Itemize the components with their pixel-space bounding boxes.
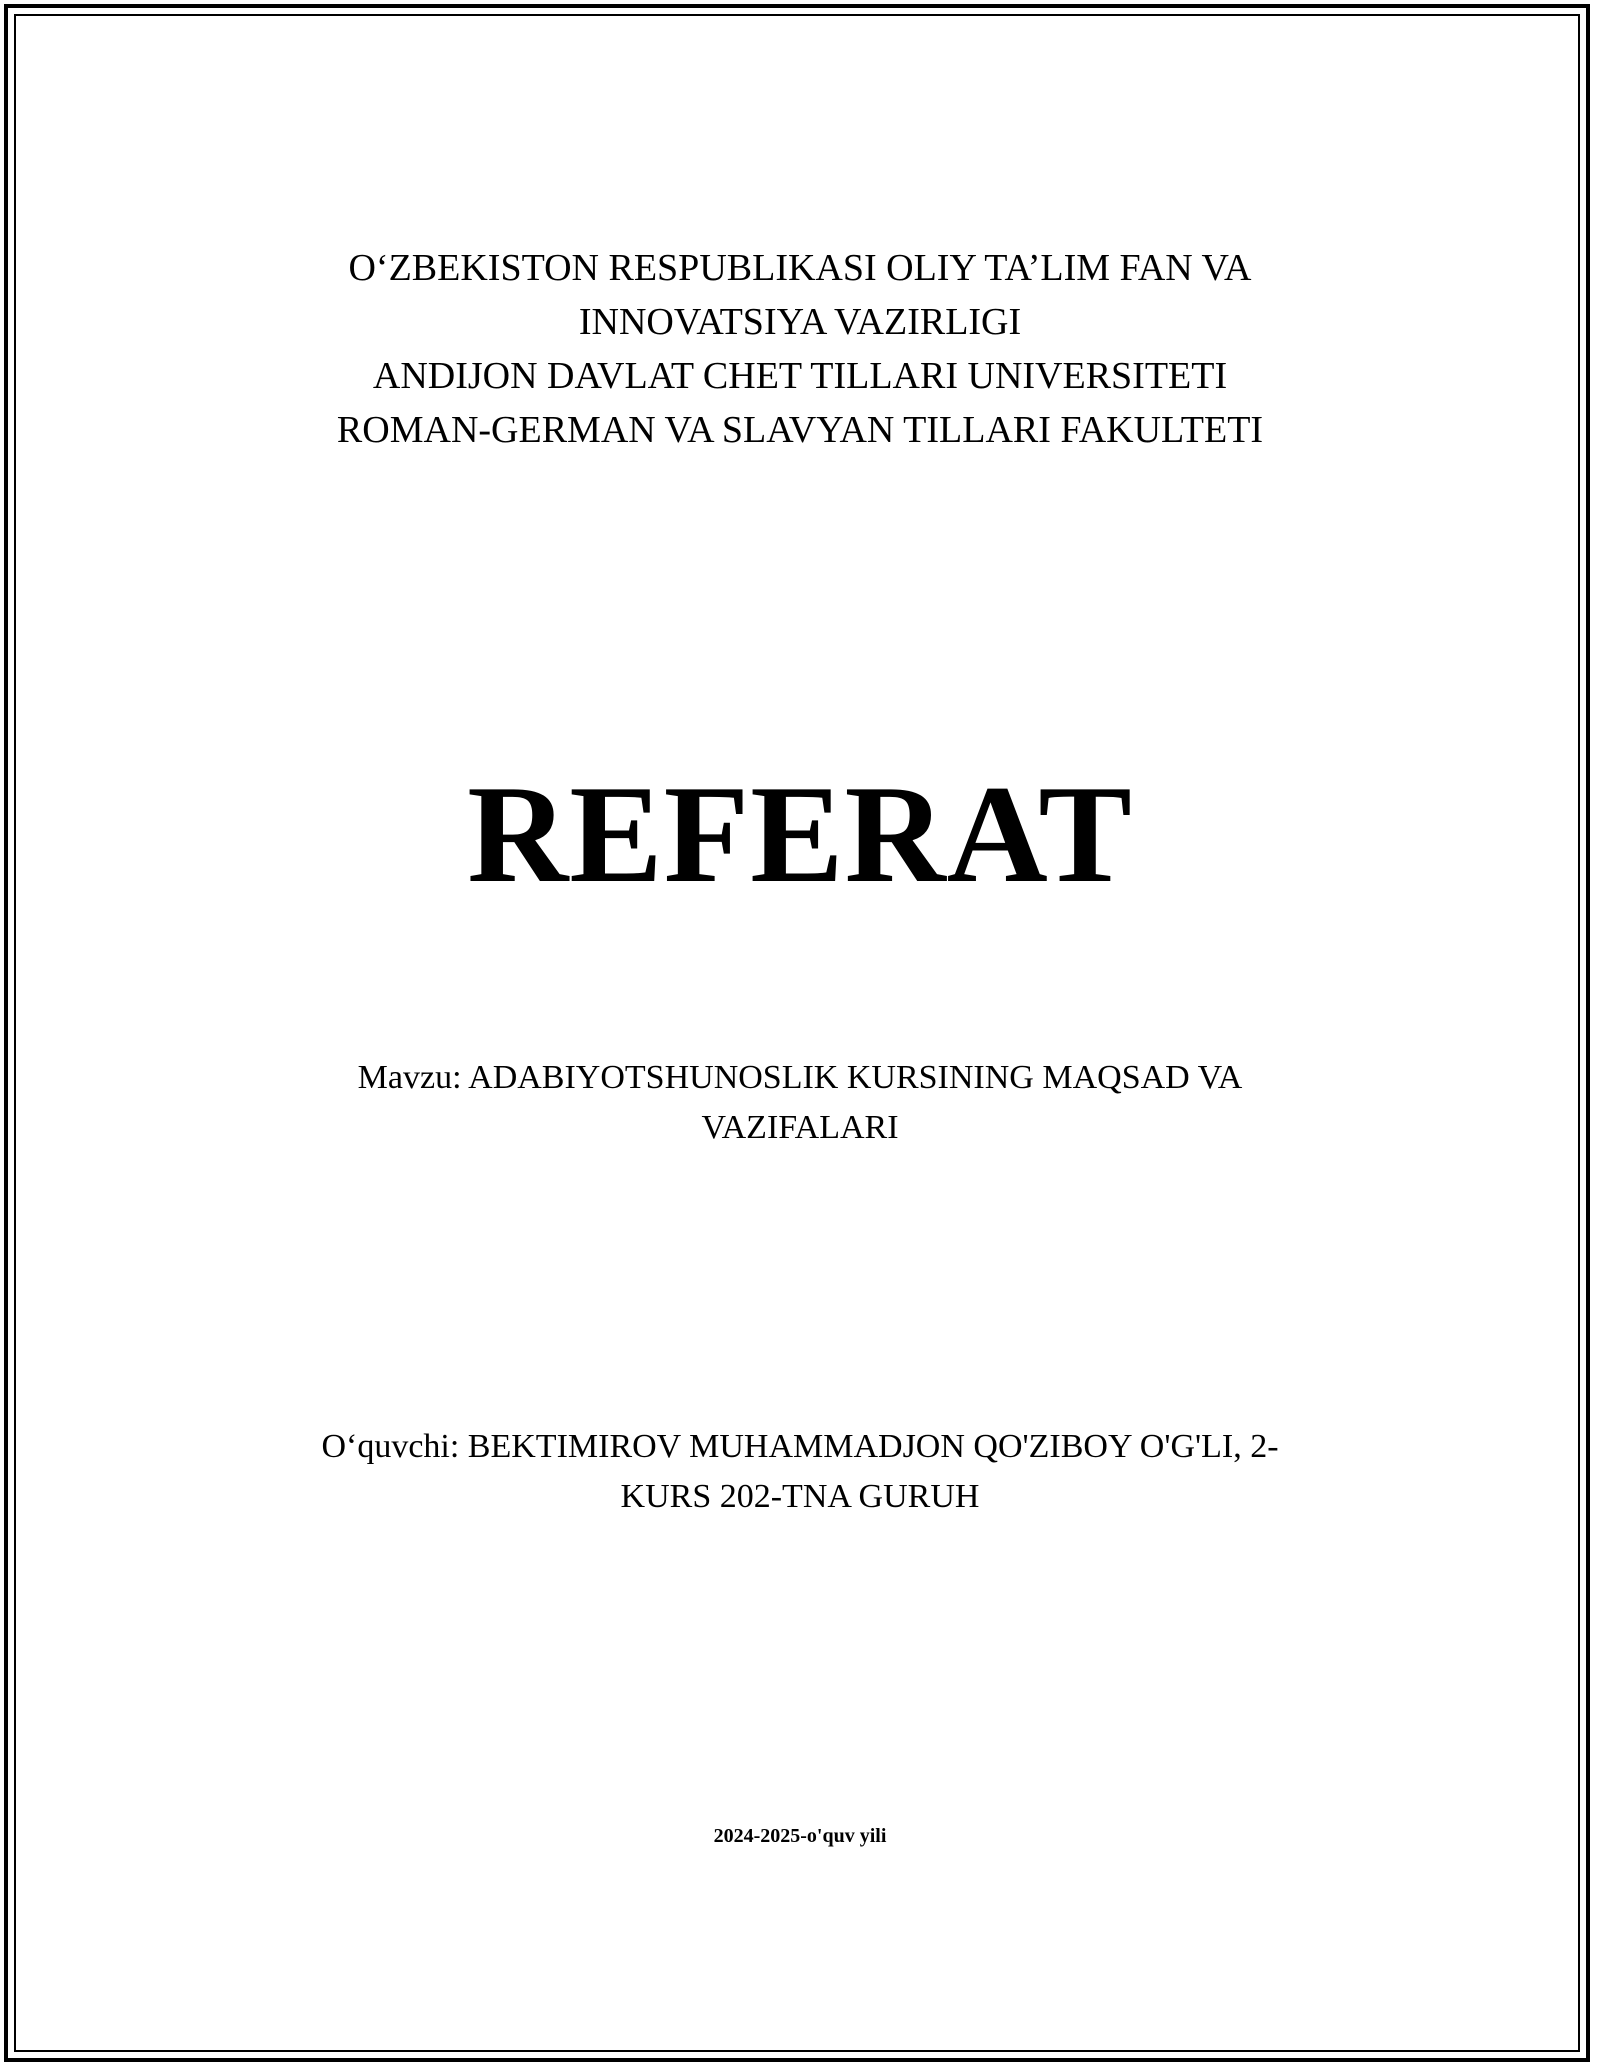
institution-header	[0, 241, 1600, 457]
header-line-ministry-1: O‘ZBEKISTON RESPUBLIKASI OLIY TA’LIM FAN VA	[348, 247, 1252, 289]
topic-line-2: VAZIFALARI	[701, 1109, 899, 1146]
academic-year: 2024-2025-o'quv yili	[713, 1825, 887, 1847]
document-title: REFERAT	[467, 757, 1133, 912]
student-line-2: KURS 202-TNA GURUH	[620, 1478, 980, 1515]
topic	[0, 1053, 1600, 1153]
student-info	[0, 1422, 1600, 1522]
header-line-university: ANDIJON DAVLAT CHET TILLARI UNIVERSITETI	[372, 355, 1228, 397]
header-line-faculty: ROMAN-GERMAN VA SLAVYAN TILLARI FAKULTETI	[336, 409, 1264, 451]
header-line-ministry-2: INNOVATSIYA VAZIRLIGI	[578, 301, 1022, 343]
topic-line-1: Mavzu: ADABIYOTSHUNOSLIK KURSINING MAQSAD VA	[357, 1059, 1243, 1096]
student-line-1: O‘quvchi: BEKTIMIROV MUHAMMADJON QO'ZIBOY O'G'LI, 2-	[321, 1428, 1279, 1465]
